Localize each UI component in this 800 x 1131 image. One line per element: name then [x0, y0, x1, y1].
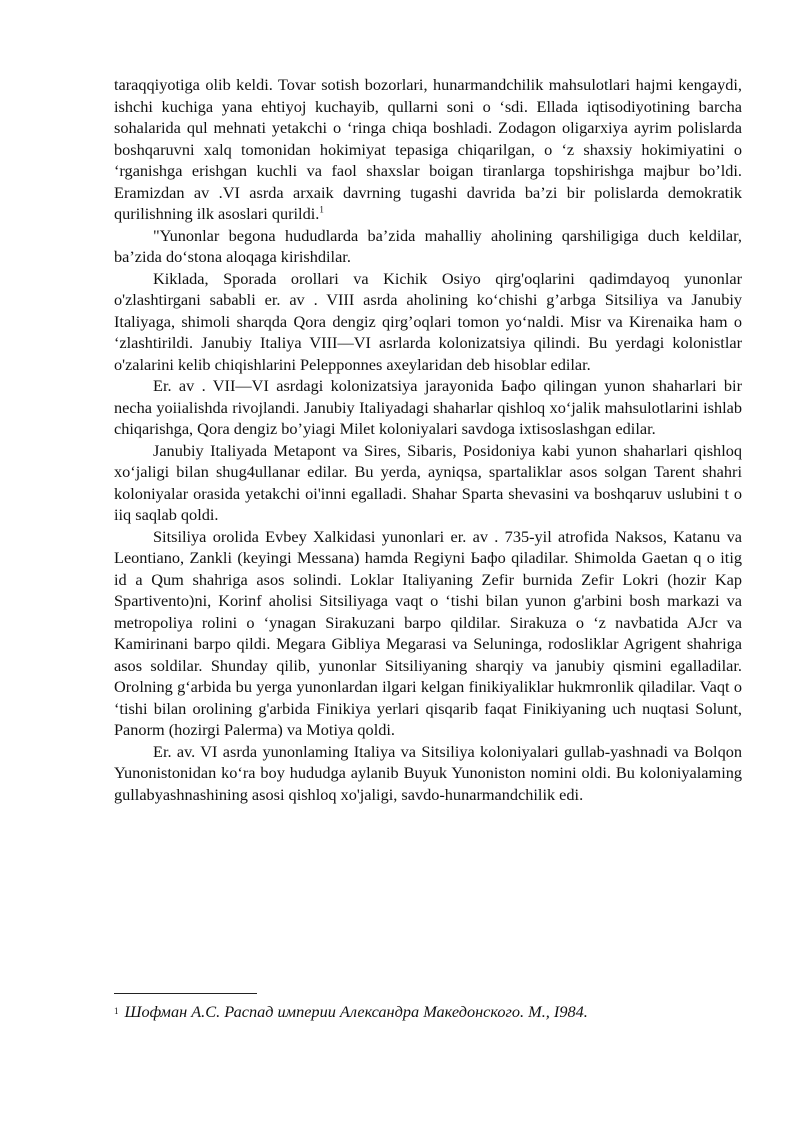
paragraph-2: "Yunonlar begona hududlarda ba’zida mahalliy aholining qarshiligiga duch keldilar, ba’zida do‘stona aloqaga kirishdilar.	[114, 225, 742, 266]
footnote-reference: 1	[319, 204, 324, 215]
footnote-divider	[114, 993, 257, 994]
footnote-marker: 1	[114, 1006, 119, 1016]
paragraph-7: Er. av. VI asrda yunonlaming Italiya va Sitsiliya koloniyalari gullab-yashnadi va Bolqon Yunonistonidan ko‘ra boy hududga aylanib Buyuk Yunoniston nomini oldi. Bu koloniyalaming gullabyashnashining asosi qishloq xo'jaligi, savdo-hunarmandchilik edi.	[114, 741, 742, 804]
paragraph-3: Kiklada, Sporada orollari va Kichik Osiyo qirg'oqlarini qadimdayoq yunonlar o'zlashtirgani sababli er. av . VIII asrda aholining ko‘chishi g’arbga Sitsiliya va Janubiy Italiyaga, shimoli sharqda Qora dengiz qirg’oqlari tomon yo‘naldi. Misr va Kirenaika ham o ‘zlashtirildi. Janubiy Italiya VIII—VI asrlarda kolonizatsiya qilindi. Bu yerdagi kolonistlar o'zalarini kelib chiqishlarini Pelepponnes axeylaridan deb hisoblar edilar.	[114, 268, 742, 374]
paragraph-1	[114, 74, 742, 225]
paragraph-6: Sitsiliya orolida Evbey Xalkidasi yunonlari er. av . 735-yil atrofida Naksos, Katanu va Leontiano, Zankli (keyingi Messana) hamda Regiyni Ьафо qiladilar. Shimolda Gaetan q o itig id a Qum shahriga asos solindi. Loklar Italiyaning Zefir burnida Zefir Lokri (hozir Kap Spartivento)ni, Korinf aholisi Sitsiliyaga vaqt o ‘tishi bilan yunon g'arbini bosh markazi va metropoliya rolini o ‘ynagan Sirakuzani barpo qildilar. Sirakuza o ‘z navbatida AJcr va Kamirinani barpo qildi. Megara Gibliya Megarasi va Seluninga, rodosliklar Agrigent shahriga asos soldilar. Shunday qilib, yunonlar Sitsiliyaning sharqiy va janubiy qismini egalladilar. Orolning g‘arbida bu yerga yunonlardan ilgari kelgan finikiyaliklar hukmronlik qiladilar. Vaqt o ‘tishi bilan orolining g'arbida Finikiya yerlari qisqarib faqat Finikiyaning uch nuqtasi Solunt, Panorm (hozirgi Palerma) va Motiya qoldi.	[114, 526, 742, 739]
footnote	[114, 1001, 742, 1022]
paragraph-1-text: taraqqiyotiga olib keldi. Tovar sotish bozorlari, hunarmandchilik mahsulotlari hajmi kengaydi, ishchi kuchiga yana ehtiyoj kuchayib, qullarni soni o ‘sdi. Ellada iqtisodiyotining barcha sohalarida qul mehnati yetakchi o ‘ringa chiqa boshladi. Zodagon oligarxiya ayrim polislarda boshqaruvni xalq tomonidan hokimiyat tepasiga chiqarilgan, o ‘z shaxsiy hokimiyatini o ‘rganishga erishgan kuchli va faol shaxslar boigan tiranlarga topshirishga majbur bo’ldi. Eramizdan av .VI asrda arxaik davrning tugashi davrida ba’zi bir polislarda demokratik qurilishning ilk asoslari qurildi.	[114, 75, 742, 223]
main-text	[114, 74, 742, 805]
footnote-text: Шофман А.С. Распад империи Александра Македонского. М., I984.	[124, 1002, 588, 1021]
paragraph-5: Janubiy Italiyada Metapont va Sires, Sibaris, Posidoniya kabi yunon shaharlari qishloq xo‘jaligi bilan shug4ullanar edilar. Bu yerda, ayniqsa, spartaliklar asos solgan Tarent shahri koloniyalar orasida yetakchi oi'inni egalladi. Shahar Sparta shevasini va boshqaruv uslubini t o iiq saqlab qoldi.	[114, 440, 742, 524]
paragraph-4: Er. av . VII—VI asrdagi kolonizatsiya jarayonida Ьафо qilingan yunon shaharlari bir necha yoiialishda rivojlandi. Janubiy Italiyadagi shaharlar qishloq xo‘jalik mahsulotlarini ishlab chiqarishga, Qora dengiz bo’yiagi Milet koloniyalari savdoga ixtisoslashgan edilar.	[114, 376, 742, 438]
